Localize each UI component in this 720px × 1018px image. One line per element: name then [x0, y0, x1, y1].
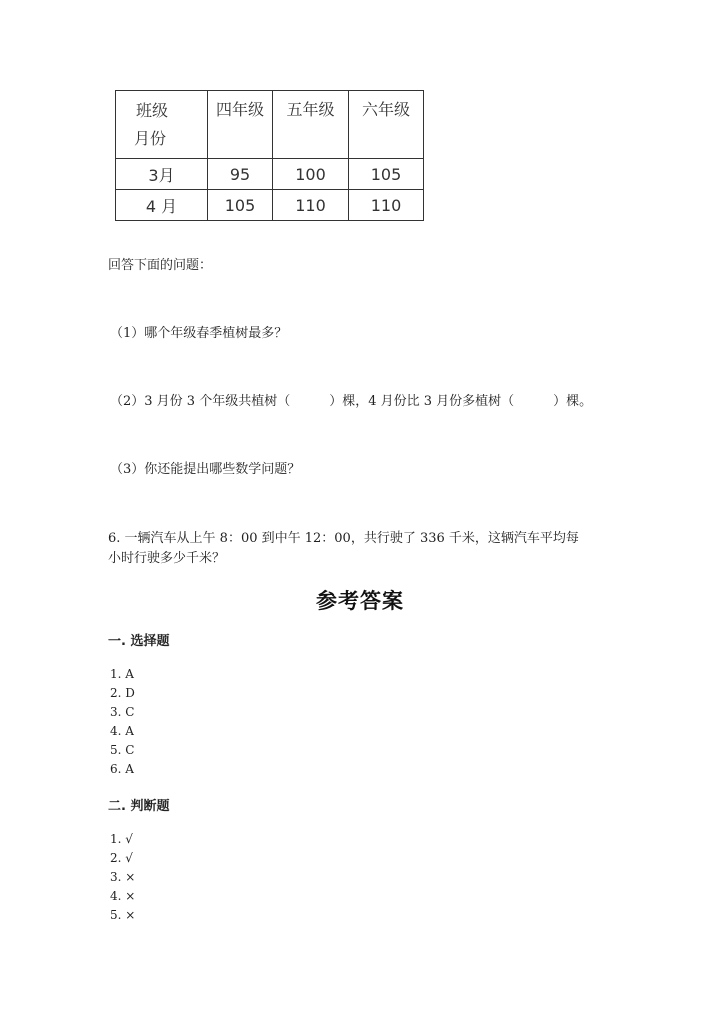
table-row	[116, 159, 424, 190]
list-item: 2. D	[110, 686, 135, 700]
corner-label-month: 月份	[134, 129, 167, 148]
list-item: 2. √	[110, 851, 133, 865]
table-header-row	[116, 91, 424, 159]
table-cell: 105	[208, 190, 273, 221]
judgment-answer-list	[110, 830, 135, 925]
list-item: 3. ×	[110, 870, 136, 884]
list-item: 3. C	[110, 705, 135, 719]
section-heading-judgment: 二. 判断题	[108, 799, 170, 814]
question-3: （3）你还能提出哪些数学问题？	[110, 462, 301, 477]
header-grade-6: 六年级	[349, 91, 424, 159]
planting-table	[115, 90, 424, 221]
choice-answer-list	[110, 665, 135, 779]
table-cell: 105	[349, 159, 424, 190]
table-cell: 95	[208, 159, 273, 190]
list-item: 5. ×	[110, 908, 136, 922]
list-item: 4. ×	[110, 889, 136, 903]
table-cell: 110	[273, 190, 349, 221]
question-1: （1）哪个年级春季植树最多？	[110, 326, 288, 341]
section-heading-choice: 一. 选择题	[108, 634, 170, 649]
problem-6-line-2: 小时行驶多少千米？	[108, 551, 226, 566]
prompt-text: 回答下面的问题：	[108, 258, 213, 273]
answer-key-title: 参考答案	[316, 588, 404, 613]
problem-6-line-1: 6. 一辆汽车从上午 8：00 到中午 12：00，共行驶了 336 千米，这辆汽车平均每	[108, 531, 579, 546]
table-row	[116, 190, 424, 221]
list-item: 6. A	[110, 762, 134, 776]
list-item: 4. A	[110, 724, 134, 738]
question-2: （2）3 月份 3 个年级共植树（ ）棵，4 月份比 3 月份多植树（ ）棵。	[110, 394, 593, 409]
list-item: 1. A	[110, 667, 134, 681]
list-item: 5. C	[110, 743, 135, 757]
row-label-april: 4 月	[116, 190, 208, 221]
table-cell: 100	[273, 159, 349, 190]
table-cell: 110	[349, 190, 424, 221]
table-corner-cell	[116, 91, 208, 159]
header-grade-5: 五年级	[273, 91, 349, 159]
corner-label-class: 班级	[136, 101, 169, 120]
list-item: 1. √	[110, 832, 133, 846]
header-grade-4: 四年级	[208, 91, 273, 159]
row-label-march: 3月	[116, 159, 208, 190]
